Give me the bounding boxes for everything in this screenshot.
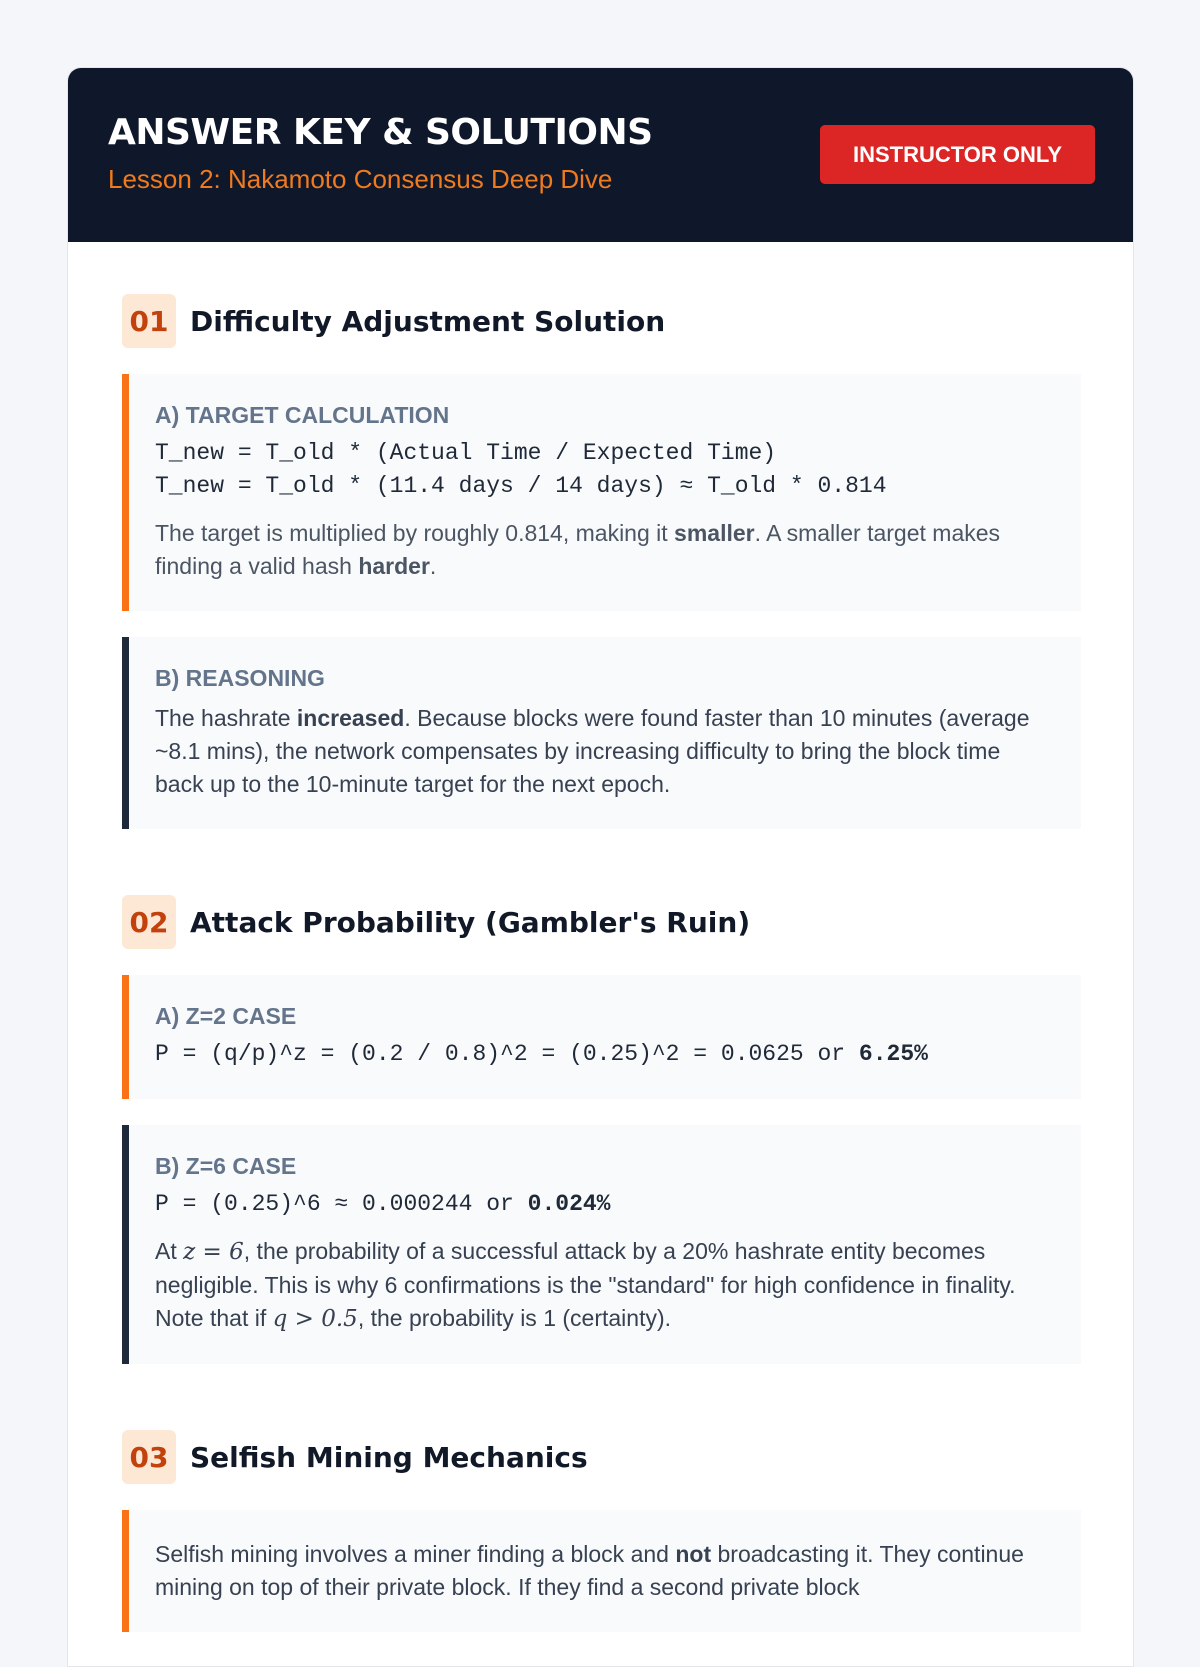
section-number: 01 [122, 294, 176, 348]
solution-panel-z6-case [122, 1125, 1081, 1364]
page-title: ANSWER KEY & SOLUTIONS [108, 112, 653, 153]
section-header-03 [122, 1430, 1079, 1484]
formula-line: T_new = T_old * (11.4 days / 14 days) ≈ T_old * 0.814 [155, 473, 887, 499]
page-header [68, 68, 1133, 242]
math-z: z = 6 [183, 1239, 244, 1265]
instructor-only-badge: INSTRUCTOR ONLY [820, 125, 1095, 184]
section-title: Attack Probability (Gambler's Ruin) [190, 905, 751, 939]
formula-line: P = (0.25)^6 ≈ 0.000244 or 0.024% [155, 1191, 611, 1217]
lesson-subtitle: Lesson 2: Nakamoto Consensus Deep Dive [108, 164, 613, 194]
answer-key-card [67, 67, 1134, 1667]
explanation-text: The hashrate increased. Because blocks were found faster than 10 minutes (average ~8.1 mins), the network compensates by increasing difficulty to bring the block time back up to the 10-minute target for the next epoch. [155, 705, 1030, 797]
explanation-text: The target is multiplied by roughly 0.814, making it smaller. A smaller target makes finding a valid hash harder. [155, 520, 1001, 579]
explanation-text: At z = 6, the probability of a successful attack by a 20% hashrate entity becomes negligible. This is why 6 confirmations is the "standard" for high confidence in finality. Note that if q > 0.5, the probability is 1 (certainty). [155, 1238, 1016, 1332]
section-title: Selfish Mining Mechanics [190, 1440, 588, 1474]
section-number: 03 [122, 1430, 176, 1484]
section-header-02 [122, 895, 1079, 949]
solution-panel-reasoning [122, 637, 1081, 829]
solution-panel-target-calculation [122, 374, 1081, 611]
panel-label: A) Z=2 CASE [155, 1003, 297, 1029]
panel-label: B) Z=6 CASE [155, 1153, 297, 1179]
panel-label: A) TARGET CALCULATION [155, 402, 450, 428]
math-q: q > 0.5 [272, 1306, 358, 1332]
formula-line: T_new = T_old * (Actual Time / Expected Time) [155, 440, 777, 466]
explanation-text: Selfish mining involves a miner finding a block and not broadcasting it. They continue mining on top of their private block. If they find a second private block [155, 1541, 1024, 1600]
section-header-01 [122, 294, 1079, 348]
section-title: Difficulty Adjustment Solution [190, 304, 666, 338]
panel-label: B) REASONING [155, 665, 325, 691]
solution-panel-selfish-mining [122, 1510, 1081, 1632]
solutions-body [68, 294, 1133, 1632]
section-number: 02 [122, 895, 176, 949]
solution-panel-z2-case [122, 975, 1081, 1099]
formula-line: P = (q/p)^z = (0.2 / 0.8)^2 = (0.25)^2 = 0.0625 or 6.25% [155, 1041, 928, 1067]
